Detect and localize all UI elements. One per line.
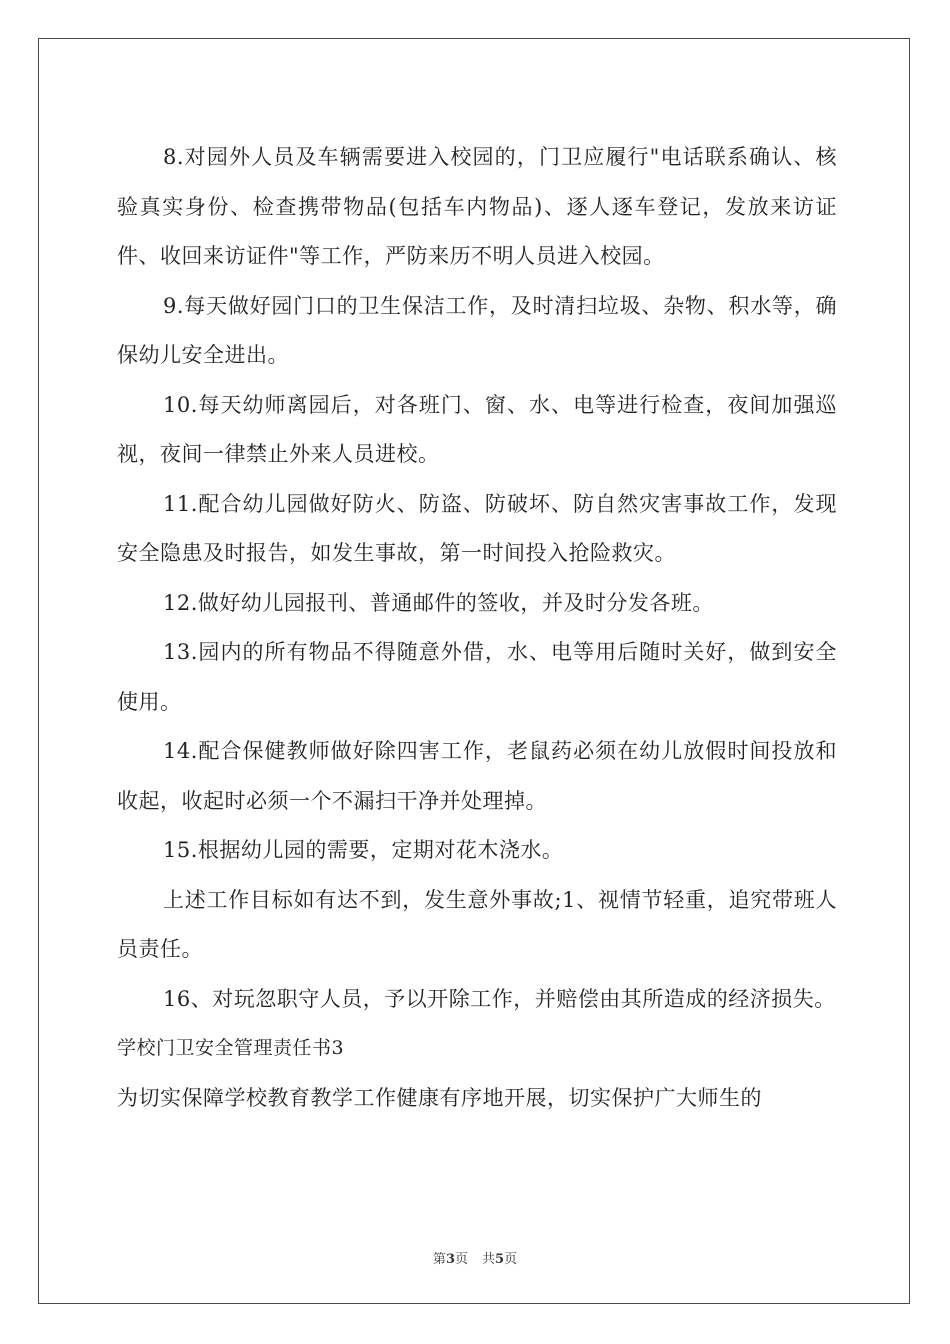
page-prefix: 第 <box>432 1252 446 1267</box>
paragraph-16: 16、对玩忽职守人员，予以开除工作，并赔偿由其所造成的经济损失。 <box>163 986 836 1011</box>
paragraph-12: 12.做好幼儿园报刊、普通邮件的签收，并及时分发各班。 <box>163 590 714 615</box>
trailing-paragraph: 为切实保障学校教育教学工作健康有序地开展，切实保护广大师生的 <box>117 1085 762 1110</box>
page-current: 3 <box>445 1252 455 1267</box>
page-footer <box>0 1248 950 1267</box>
page-total: 5 <box>495 1252 505 1267</box>
total-suffix: 页 <box>504 1252 518 1267</box>
page-suffix: 页 <box>454 1252 468 1267</box>
total-prefix: 共 <box>482 1252 496 1267</box>
paragraph-consequence: 上述工作目标如有达不到，发生意外事故;1、视情节轻重，追究带班人员责任。 <box>117 887 837 961</box>
paragraph-13: 13.园内的所有物品不得随意外借，水、电等用后随时关好，做到安全使用。 <box>117 640 837 714</box>
paragraph-15: 15.根据幼儿园的需要，定期对花木浇水。 <box>163 838 564 862</box>
paragraph-9: 9.每天做好园门口的卫生保洁工作，及时清扫垃圾、杂物、积水等，确保幼儿安全进出。 <box>117 293 837 367</box>
paragraph-11: 11.配合幼儿园做好防火、防盗、防破坏、防自然灾害事故工作，发现安全隐患及时报告，如发生事故，第一时间投入抢险救灾。 <box>117 491 837 565</box>
document-body <box>117 133 837 1123</box>
paragraph-14: 14.配合保健教师做好除四害工作，老鼠药必须在幼儿放假时间投放和收起，收起时必须一个不漏扫干净并处理掉。 <box>117 739 837 813</box>
section-heading: 学校门卫安全管理责任书3 <box>117 1037 345 1059</box>
paragraph-8: 8.对园外人员及车辆需要进入校园的，门卫应履行"电话联系确认、核验真实身份、检查携带物品(包括车内物品)、逐人逐车登记，发放来访证件、收回来访证件"等工作，严防来历不明人员进入校园。 <box>117 145 837 268</box>
paragraph-10: 10.每天幼师离园后，对各班门、窗、水、电等进行检查，夜间加强巡视，夜间一律禁止外来人员进校。 <box>117 392 837 466</box>
